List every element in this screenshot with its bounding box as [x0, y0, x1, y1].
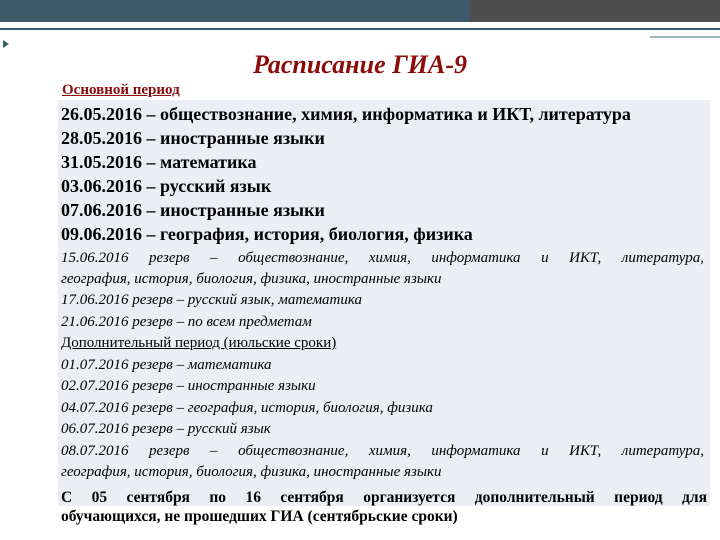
slide-header-bar	[0, 0, 720, 22]
main-period-heading: Основной период	[62, 82, 180, 98]
schedule-content	[58, 100, 710, 506]
footer-note	[61, 488, 707, 526]
schedule-line: 03.06.2016 – русский язык	[61, 176, 272, 196]
additional-period-heading: Дополнительный период (июльские сроки)	[61, 335, 337, 351]
schedule-line: 28.05.2016 – иностранные языки	[61, 128, 325, 148]
footer-line: С 05 сентября по 16 сентября организуется дополнительный период для	[61, 489, 707, 506]
reserve-line: 17.06.2016 резерв – русский язык, математика	[61, 292, 363, 308]
additional-line: 04.07.2016 резерв – география, история, биология, физика	[61, 400, 433, 416]
reserve-line: география, история, биология, физика, иностранные языки	[61, 271, 442, 287]
reserve-line: 21.06.2016 резерв – по всем предметам	[61, 314, 312, 330]
footer-line: обучающихся, не прошедших ГИА (сентябрьские сроки)	[61, 508, 458, 525]
additional-line: 02.07.2016 резерв – иностранные языки	[61, 378, 316, 394]
schedule-line: 07.06.2016 – иностранные языки	[61, 200, 325, 220]
additional-line: география, история, биология, физика, иностранные языки	[61, 464, 442, 480]
schedule-line: 31.05.2016 – математика	[61, 152, 257, 172]
additional-line: 01.07.2016 резерв – математика	[61, 357, 272, 373]
reserve-line: 15.06.2016 резерв – обществознание, химия, информатика и ИКТ, литература,	[61, 250, 704, 266]
additional-line: 06.07.2016 резерв – русский язык	[61, 421, 271, 437]
header-accent-line	[650, 36, 720, 38]
page-title: Расписание ГИА-9	[252, 50, 468, 79]
schedule-line: 09.06.2016 – география, история, биология, физика	[61, 224, 473, 244]
slide-header-dark-block	[470, 0, 720, 22]
additional-line: 08.07.2016 резерв – обществознание, химия, информатика и ИКТ, литература,	[61, 443, 704, 459]
triangle-marker-icon	[3, 40, 9, 48]
header-divider	[0, 28, 720, 30]
schedule-line: 26.05.2016 – обществознание, химия, информатика и ИКТ, литература	[61, 104, 631, 124]
